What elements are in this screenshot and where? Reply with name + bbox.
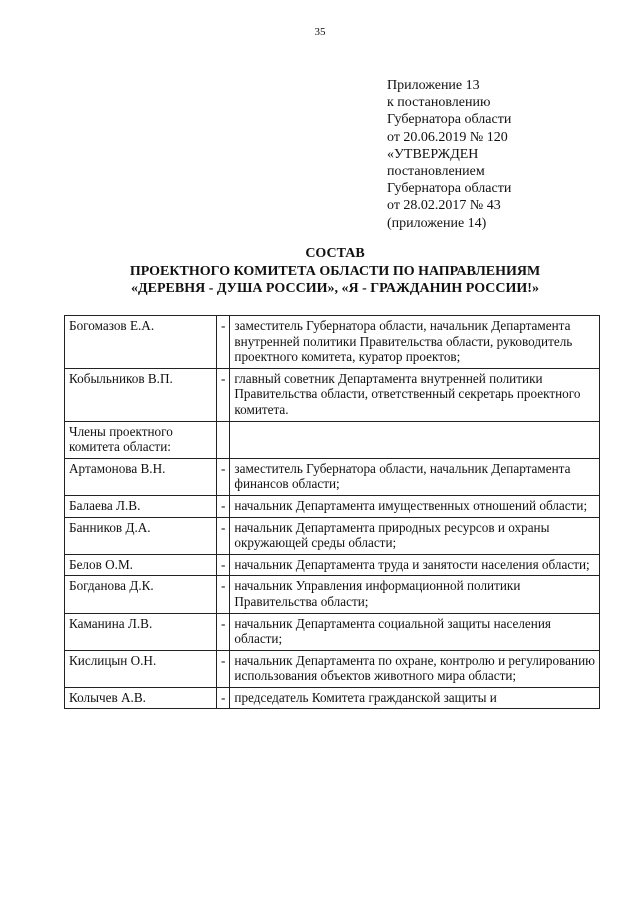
- appendix-line: к постановлению: [387, 95, 491, 111]
- member-name-cell: Колычев А.В.: [65, 687, 217, 709]
- dash-cell: -: [217, 316, 230, 369]
- appendix-line: «УТВЕРЖДЕН: [387, 146, 479, 162]
- member-role-cell: начальник Департамента имущественных отношений области;: [230, 495, 600, 517]
- dash-cell: -: [217, 613, 230, 650]
- member-role-cell: заместитель Губернатора области, начальник Департамента внутренней политики Правительства области, руководитель проектного комитета, куратор проектов;: [230, 316, 600, 369]
- table-row: [65, 316, 600, 369]
- member-name-cell: Богомазов Е.А.: [65, 316, 217, 369]
- member-name-cell: Кислицын О.Н.: [65, 650, 217, 687]
- member-role-cell: председатель Комитета гражданской защиты и: [230, 687, 600, 709]
- member-name-cell: Члены проектного комитета области:: [65, 421, 217, 458]
- appendix-line: Приложение 13: [387, 78, 480, 93]
- member-name-cell: Банников Д.А.: [65, 517, 217, 554]
- member-name-cell: Балаева Л.В.: [65, 495, 217, 517]
- heading-directions: «ДЕРЕВНЯ - ДУША РОССИИ», «Я - ГРАЖДАНИН РОССИИ!»: [131, 281, 539, 296]
- table-row: [65, 687, 600, 709]
- member-role-cell: начальник Департамента социальной защиты населения области;: [230, 613, 600, 650]
- dash-cell: -: [217, 576, 230, 613]
- table-row: [65, 650, 600, 687]
- committee-roster-table: [64, 315, 600, 709]
- table-row: [65, 421, 600, 458]
- page-number: 35: [314, 26, 326, 38]
- member-name-cell: Артамонова В.Н.: [65, 458, 217, 495]
- appendix-line: Губернатора области: [387, 181, 512, 197]
- dash-cell: -: [217, 687, 230, 709]
- dash-cell: [217, 421, 230, 458]
- table-row: [65, 576, 600, 613]
- dash-cell: -: [217, 554, 230, 576]
- dash-cell: -: [217, 458, 230, 495]
- table-row: [65, 554, 600, 576]
- appendix-block: [387, 77, 617, 232]
- member-name-cell: Богданова Д.К.: [65, 576, 217, 613]
- table-row: [65, 517, 600, 554]
- member-role-cell: начальник Департамента труда и занятости населения области;: [230, 554, 600, 576]
- dash-cell: -: [217, 495, 230, 517]
- dash-cell: -: [217, 517, 230, 554]
- appendix-line: постановлением: [387, 164, 485, 180]
- member-role-cell: главный советник Департамента внутренней политики Правительства области, ответственный секретарь проектного комитета.: [230, 368, 600, 421]
- dash-cell: -: [217, 368, 230, 421]
- table-row: [65, 368, 600, 421]
- table-row: [65, 495, 600, 517]
- appendix-line: от 28.02.2017 № 43: [387, 198, 501, 214]
- member-role-cell: заместитель Губернатора области, начальник Департамента финансов области;: [230, 458, 600, 495]
- member-name-cell: Каманина Л.В.: [65, 613, 217, 650]
- table-row: [65, 458, 600, 495]
- member-name-cell: Белов О.М.: [65, 554, 217, 576]
- document-heading: [60, 245, 610, 298]
- table-row: [65, 613, 600, 650]
- appendix-line: Губернатора области: [387, 112, 512, 128]
- member-role-cell: начальник Департамента по охране, контролю и регулированию использования объектов животного мира области;: [230, 650, 600, 687]
- member-name-cell: Кобыльников В.П.: [65, 368, 217, 421]
- heading-title: СОСТАВ: [305, 246, 365, 261]
- heading-subtitle: ПРОЕКТНОГО КОМИТЕТА ОБЛАСТИ ПО НАПРАВЛЕНИЯМ: [129, 263, 541, 279]
- member-role-cell: [230, 421, 600, 458]
- member-role-cell: начальник Управления информационной политики Правительства области;: [230, 576, 600, 613]
- appendix-line: от 20.06.2019 № 120: [387, 129, 508, 145]
- appendix-line: (приложение 14): [387, 215, 487, 231]
- dash-cell: -: [217, 650, 230, 687]
- member-role-cell: начальник Департамента природных ресурсов и охраны окружающей среды области;: [230, 517, 600, 554]
